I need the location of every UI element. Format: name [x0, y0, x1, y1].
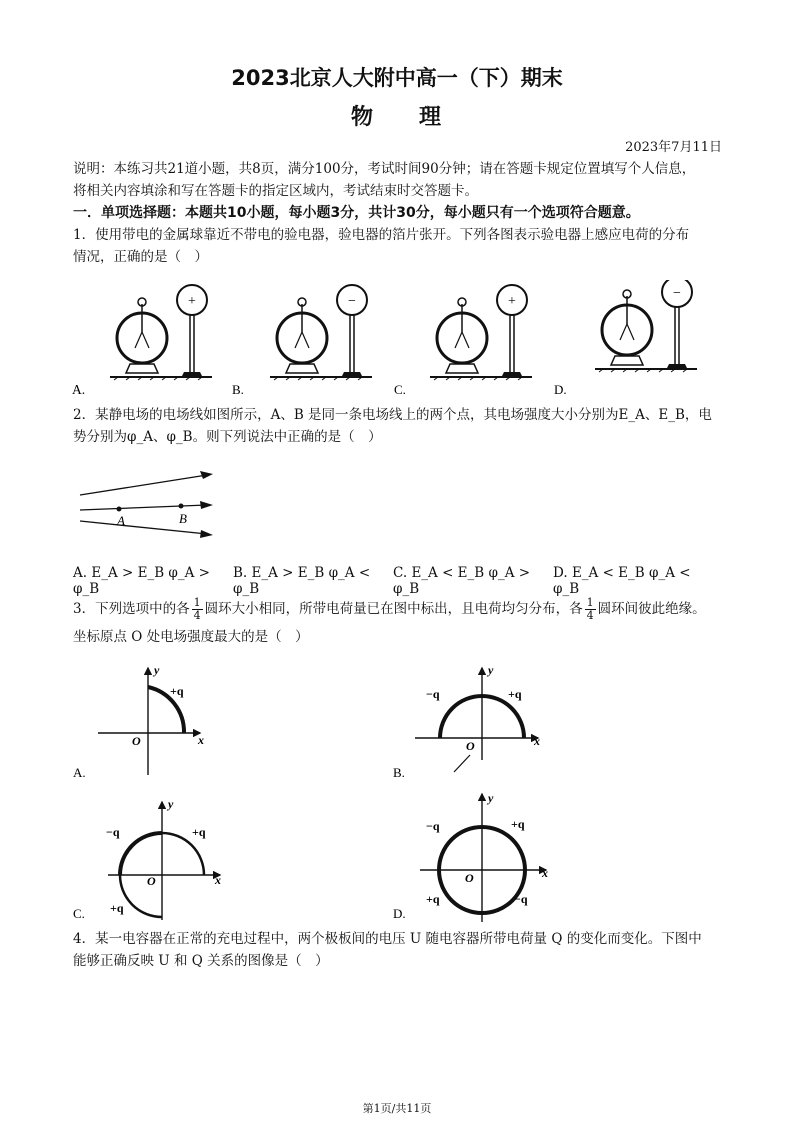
subject-char-1: 物 [350, 105, 375, 130]
question-4-text [73, 928, 723, 972]
q3-line-2: 坐标原点 O 处电场强度最大的是（ ） [73, 629, 309, 645]
point-a-dot [117, 507, 122, 512]
q1-option-a: A. [72, 382, 86, 395]
svg-text:+q: +q [508, 687, 522, 701]
svg-text:x: x [534, 734, 540, 748]
section-heading: 一．单项选择题：本题共10小题，每小题3分，共计30分，每小题只有一个选项符合题意。 [73, 205, 640, 221]
q2-line-1: 2．某静电场的电场线如图所示，A、B 是同一条电场线上的两个点，其电场强度大小分别为E_A、E_B，电 [73, 407, 712, 423]
q2-option-a: A. E_A > E_B φ_A > φ_B [73, 565, 210, 597]
arrow-head-icon [200, 471, 213, 479]
electroscope-c [394, 285, 532, 395]
svg-text:x: x [215, 873, 221, 887]
q1-figures [72, 280, 722, 395]
svg-text:+q: +q [426, 892, 440, 906]
instructions-line-2: 将相关内容填涂和写在答题卡的指定区域内，考试结束时交答题卡。 [73, 183, 478, 199]
svg-text:+q: +q [192, 825, 206, 839]
ring-figure-c [73, 797, 221, 921]
q1-option-d: D. [554, 382, 567, 395]
instructions-line-1: 说明：本练习共21道小题，共8页，满分100分，考试时间90分钟；请在答题卡规定位置填写个人信息， [73, 161, 696, 177]
sphere-sign-a: + [188, 294, 196, 309]
q3-line-1: 3．下列选项中的各 $\frac{1}{4}$ 圆环大小相同，所带电荷量已在图中标出，且电荷均匀分布，各 $\frac{1}{4}$ 圆环间彼此绝缘。 [73, 596, 706, 622]
subject-title [0, 100, 794, 131]
svg-text:y: y [168, 797, 174, 811]
exam-date: 2023年7月11日 [625, 140, 722, 155]
electroscope-b [232, 285, 372, 395]
q1-option-b: B. [232, 382, 244, 395]
q3-figures [70, 660, 570, 925]
q4-line-2: 能够正确反映 U 和 Q 关系的图像是（ ） [73, 953, 329, 969]
q1-line-2: 情况，正确的是（ ） [73, 249, 208, 265]
instructions [73, 158, 723, 202]
arrow-head-icon [200, 530, 213, 538]
svg-text:y: y [488, 663, 494, 677]
svg-text:x: x [542, 866, 548, 880]
svg-text:x: x [198, 733, 204, 747]
point-b-dot [179, 504, 184, 509]
svg-text:−q: −q [106, 825, 120, 839]
electroscope-d [554, 280, 697, 395]
svg-text:O: O [147, 874, 156, 888]
question-1-text [73, 224, 723, 268]
q3-option-a: A. [73, 765, 86, 780]
sphere-sign-c: + [508, 294, 516, 309]
point-b-label: B [179, 511, 187, 526]
ring-figure-d [393, 791, 548, 922]
q1-option-c: C. [394, 382, 406, 395]
q4-line-1: 4．某一电容器在正常的充电过程中，两个极板间的电压 U 随电容器所带电荷量 Q 的变化而变化。下图中 [73, 931, 702, 947]
arrow-head-icon [200, 501, 213, 509]
q2-option-b: B. E_A > E_B φ_A < φ_B [233, 565, 371, 597]
point-a-label: A [117, 513, 125, 528]
svg-text:+q: +q [170, 684, 184, 698]
svg-text:−q: −q [426, 687, 440, 701]
svg-text:+q: +q [110, 901, 124, 915]
page-footer: 第1页/共11页 [362, 1102, 432, 1115]
electroscope-a [72, 285, 212, 395]
sphere-sign-b: − [348, 294, 356, 309]
ring-figure-a [73, 663, 204, 780]
svg-text:y: y [488, 791, 494, 805]
q2-option-c: C. E_A < E_B φ_A > φ_B [393, 565, 531, 597]
svg-text:y: y [154, 663, 160, 677]
q2-line-2: 势分别为φ_A、φ_B。则下列说法中正确的是（ ） [73, 429, 382, 445]
svg-text:+q: +q [511, 817, 525, 831]
q3-option-c: C. [73, 906, 85, 921]
svg-text:O: O [465, 871, 474, 885]
ring-figure-b [393, 663, 540, 780]
sphere-sign-d: − [673, 286, 681, 301]
q2-options [73, 565, 733, 597]
svg-text:−q: −q [426, 819, 440, 833]
question-3-text [73, 597, 743, 648]
subject-char-2: 理 [419, 105, 444, 130]
svg-text:O: O [132, 734, 141, 748]
fraction-quarter: $\frac{1}{4}$ [193, 596, 201, 622]
exam-title: 2023北京人大附中高一（下）期末 [231, 66, 563, 90]
svg-text:O: O [466, 739, 475, 753]
field-lines-diagram [75, 468, 225, 543]
q2-option-d: D. E_A < E_B φ_A < φ_B [553, 565, 691, 597]
svg-text:−q: −q [514, 892, 528, 906]
question-2-text [73, 404, 723, 448]
q1-line-1: 1．使用带电的金属球靠近不带电的验电器，验电器的箔片张开。下列各图表示验电器上感应电荷的分布 [73, 227, 690, 243]
q3-option-d: D. [393, 906, 406, 921]
fraction-quarter: $\frac{1}{4}$ [586, 596, 594, 622]
q3-option-b: B. [393, 765, 405, 780]
